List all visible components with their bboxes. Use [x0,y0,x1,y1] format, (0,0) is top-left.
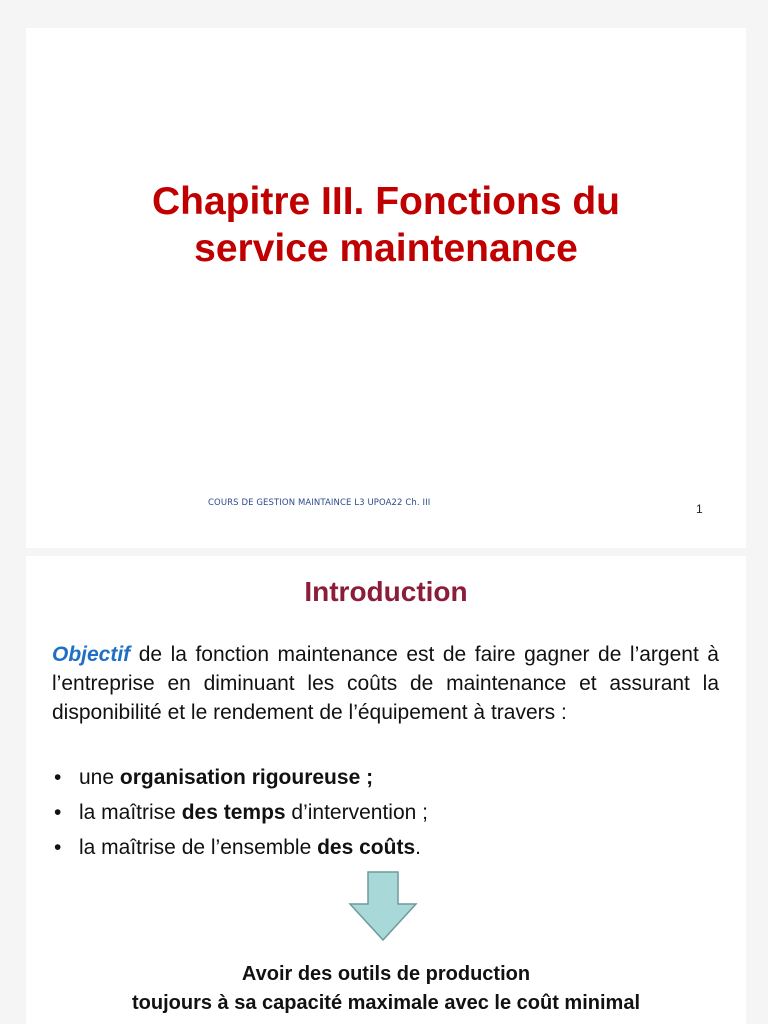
bullet-text: la maîtrise de l’ensemble [79,836,318,859]
page-number: 1 [696,502,703,516]
list-item [52,795,719,830]
conclusion-line1: Avoir des outils de production [241,963,531,985]
bullet-text: la maîtrise [79,801,182,824]
slide-introduction [26,556,746,1024]
section-heading: Introduction [304,576,468,607]
list-item [52,830,719,865]
list-item [52,760,719,795]
chapter-title-line1: Chapitre III. Fonctions du [152,180,620,223]
chapter-title [26,178,746,272]
objective-keyword: Objectif [52,643,131,666]
slide-title [26,28,746,548]
objective-paragraph [52,640,719,727]
down-arrow-icon [348,870,418,942]
objective-text: de la fonction maintenance est de faire gagner de l’argent à l’entreprise en diminuant les coûts de maintenance et assurant la disponibilité et le rendement de l’équipement à travers : [52,643,719,724]
chapter-title-line2: service maintenance [194,227,578,270]
bullet-bold-text: des coûts [317,836,416,859]
conclusion-text [26,960,746,1018]
footer-course-label: COURS DE GESTION MAINTAINCE L3 UPOA22 Ch. III [208,498,431,508]
bullet-text: . [415,836,421,859]
conclusion-line2: toujours à sa capacité maximale avec le coût minimal [132,992,640,1014]
bullet-text: une [79,766,120,789]
bullet-list [52,760,719,865]
slide-footer [26,498,746,516]
bullet-bold-text: des temps [181,801,286,824]
bullet-text: d’intervention ; [285,801,428,824]
bullet-bold-text: organisation rigoureuse ; [119,766,374,789]
